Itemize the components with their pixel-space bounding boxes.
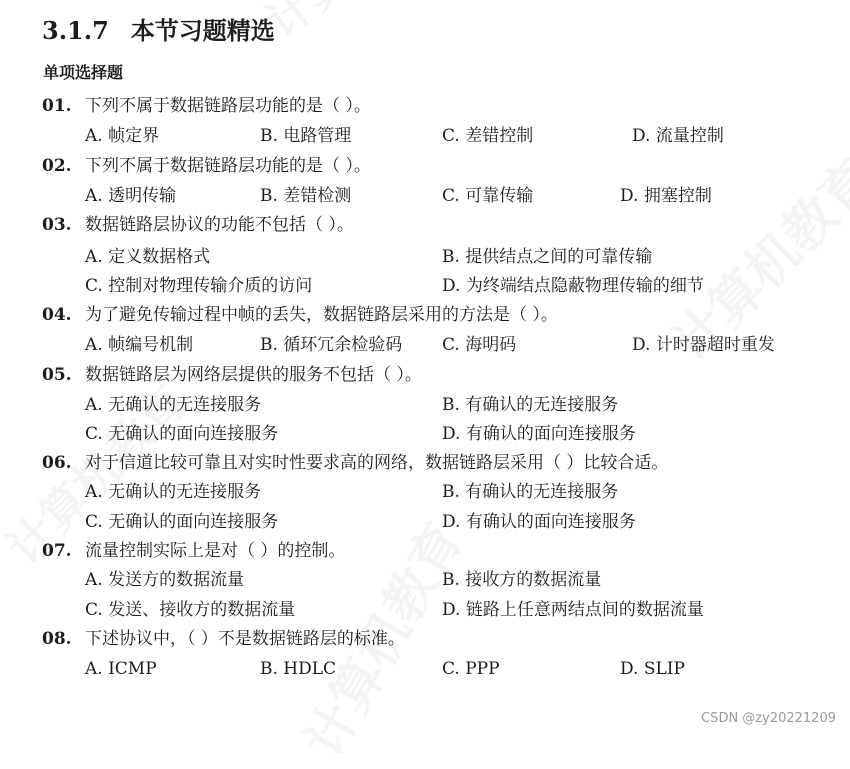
option-a: A. 无确认的无连接服务: [85, 482, 262, 502]
option-a: A. 无确认的无连接服务: [85, 395, 262, 415]
question-text: 流量控制实际上是对（ ）的控制。: [85, 541, 346, 561]
question-text: 数据链路层协议的功能不包括（ ）。: [85, 215, 354, 235]
option-c: C. 差错控制: [442, 126, 534, 146]
subsection-heading: 单项选择题: [43, 63, 124, 82]
section-heading: [42, 15, 275, 47]
question-number: 03.: [42, 215, 72, 235]
option-a: A. 定义数据格式: [85, 247, 211, 267]
question-number: 01.: [42, 96, 72, 116]
question-number: 02.: [42, 156, 72, 176]
question-text: 为了避免传输过程中帧的丢失，数据链路层采用的方法是（ ）。: [85, 305, 558, 325]
option-b: B. HDLC: [260, 659, 337, 679]
question-text: 数据链路层为网络层提供的服务不包括（ ）。: [85, 365, 422, 385]
option-a: A. 透明传输: [85, 186, 177, 206]
option-a: A. 发送方的数据流量: [85, 570, 245, 590]
option-c: C. 无确认的面向连接服务: [85, 424, 279, 444]
option-d: D. 拥塞控制: [620, 186, 712, 206]
option-c: C. 海明码: [442, 335, 517, 355]
section-number: 3.1.7: [42, 16, 109, 45]
option-d: D. SLIP: [620, 659, 685, 679]
option-c: C. PPP: [442, 659, 500, 679]
option-d: D. 有确认的面向连接服务: [442, 512, 636, 532]
watermark: [250, 0, 472, 52]
option-d: D. 有确认的面向连接服务: [442, 424, 636, 444]
option-b: B. 提供结点之间的可靠传输: [442, 247, 653, 267]
option-d: D. 计时器超时重发: [632, 335, 775, 355]
option-b: B. 循环冗余检验码: [260, 335, 403, 355]
option-a: A. 帧定界: [85, 126, 160, 146]
option-a: A. ICMP: [85, 659, 157, 679]
question-text: 下述协议中，（ ）不是数据链路层的标准。: [85, 629, 405, 649]
option-b: B. 有确认的无连接服务: [442, 482, 619, 502]
question-text: 对于信道比较可靠且对实时性要求高的网络，数据链路层采用（ ）比较合适。: [85, 453, 669, 473]
option-d: D. 为终端结点隐蔽物理传输的细节: [442, 276, 704, 296]
option-b: B. 电路管理: [260, 126, 352, 146]
question-number: 07.: [42, 541, 72, 561]
option-b: B. 差错检测: [260, 186, 352, 206]
csdn-attribution: CSDN @zy20221209: [701, 711, 836, 726]
option-b: B. 接收方的数据流量: [442, 570, 602, 590]
option-d: D. 链路上任意两结点间的数据流量: [442, 600, 704, 620]
option-c: C. 无确认的面向连接服务: [85, 512, 279, 532]
option-c: C. 发送、接收方的数据流量: [85, 600, 296, 620]
option-b: B. 有确认的无连接服务: [442, 395, 619, 415]
option-a: A. 帧编号机制: [85, 335, 194, 355]
question-text: 下列不属于数据链路层功能的是（ ）。: [85, 156, 371, 176]
option-d: D. 流量控制: [632, 126, 724, 146]
question-number: 06.: [42, 453, 72, 473]
question-number: 05.: [42, 365, 72, 385]
option-c: C. 可靠传输: [442, 186, 534, 206]
question-text: 下列不属于数据链路层功能的是（ ）。: [85, 96, 371, 116]
question-number: 04.: [42, 305, 72, 325]
option-c: C. 控制对物理传输介质的访问: [85, 276, 313, 296]
question-number: 08.: [42, 629, 72, 649]
section-title: 本节习题精选: [130, 16, 275, 45]
